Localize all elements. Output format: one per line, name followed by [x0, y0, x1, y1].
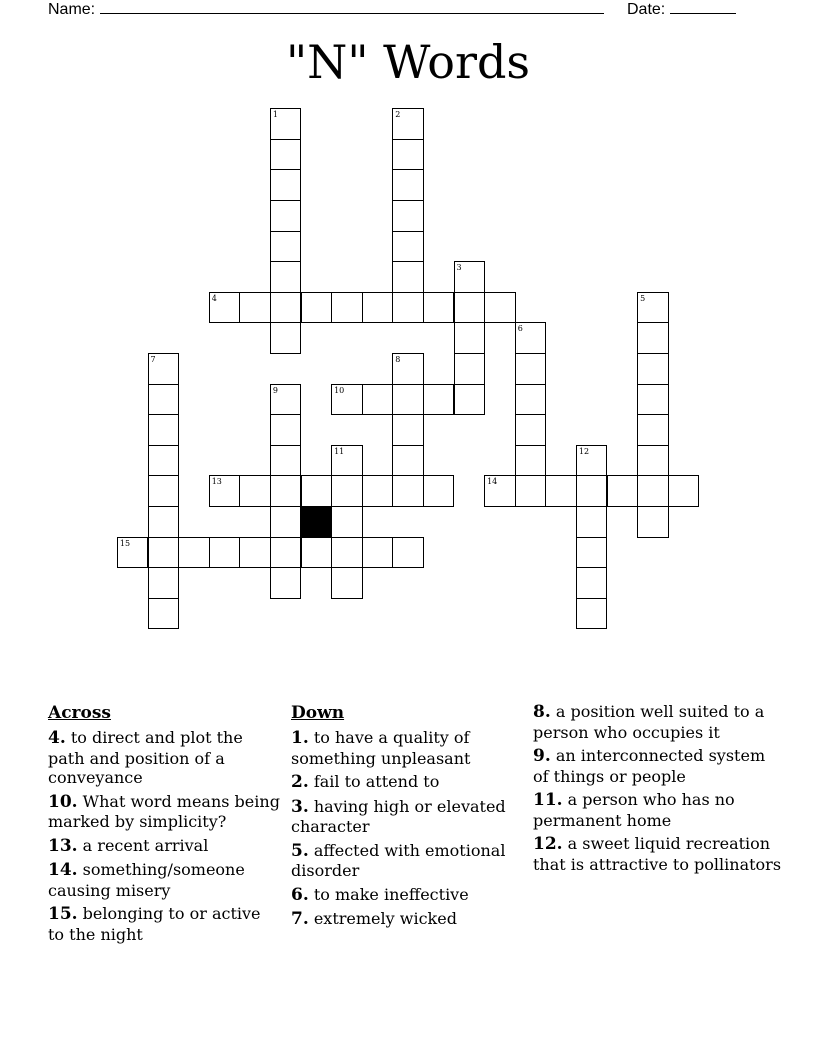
grid-cell[interactable]	[148, 414, 180, 446]
grid-cell[interactable]	[637, 292, 669, 324]
clue-number: 3	[456, 263, 462, 273]
clue-number: 11	[334, 446, 345, 456]
grid-cell[interactable]	[331, 506, 363, 538]
grid-cell[interactable]	[301, 292, 333, 324]
clue-across-13: 13. a recent arrival	[48, 835, 209, 856]
grid-cell[interactable]	[637, 322, 669, 354]
grid-cell[interactable]	[148, 506, 180, 538]
block-cell	[301, 506, 333, 538]
grid-cell[interactable]	[515, 414, 547, 446]
grid-cell[interactable]	[331, 475, 363, 507]
grid-cell[interactable]	[362, 292, 394, 324]
grid-cell[interactable]	[392, 384, 424, 416]
clue-down-7: 7. extremely wicked	[291, 909, 457, 929]
grid-cell[interactable]	[637, 414, 669, 446]
grid-cell[interactable]	[301, 475, 333, 507]
grid-cell[interactable]	[576, 445, 608, 477]
clue-number: 10	[334, 385, 345, 395]
grid-cell[interactable]	[515, 353, 547, 385]
clue-number: 15	[119, 538, 131, 548]
grid-cell[interactable]	[637, 445, 669, 477]
grid-cell[interactable]	[515, 475, 547, 507]
grid-cell[interactable]	[209, 475, 241, 507]
clue-across-14: 14. something/someone causing misery	[48, 860, 245, 900]
grid-cell[interactable]	[637, 353, 669, 385]
grid-cell[interactable]	[576, 475, 608, 507]
grid-cell[interactable]	[270, 414, 302, 446]
clue-down-3: 3. having high or elevated character	[291, 796, 506, 836]
grid-cell[interactable]	[239, 475, 271, 507]
grid-cell[interactable]	[270, 292, 302, 324]
grid-cell[interactable]	[270, 231, 302, 263]
grid-cell[interactable]	[270, 475, 302, 507]
grid-cell[interactable]	[270, 108, 302, 140]
grid-cell[interactable]	[209, 292, 241, 324]
grid-cell[interactable]	[637, 506, 669, 538]
grid-cell[interactable]	[331, 445, 363, 477]
clue-number: 4	[211, 293, 217, 303]
grid-cell[interactable]	[148, 353, 180, 385]
down-clues-2	[533, 702, 783, 878]
grid-cell[interactable]	[423, 292, 455, 324]
clue-down-9: 9. an interconnected system of things or people	[533, 746, 766, 786]
down-clues-1	[291, 702, 527, 934]
clue-across-15: 15. belonging to or active to the night	[48, 904, 261, 944]
clue-number: 12	[578, 446, 590, 456]
clue-number: 5	[640, 293, 646, 303]
grid-cell[interactable]	[148, 567, 180, 599]
grid-cell[interactable]	[301, 537, 333, 569]
grid-cell[interactable]	[392, 231, 424, 263]
grid-cell[interactable]	[209, 537, 241, 569]
grid-cell[interactable]	[270, 139, 302, 171]
grid-cell[interactable]	[392, 414, 424, 446]
clue-down-11: 11. a person who has no permanent home	[533, 790, 735, 830]
grid-cell[interactable]	[270, 261, 302, 293]
grid-cell[interactable]	[607, 475, 639, 507]
grid-cell[interactable]	[239, 537, 271, 569]
grid-cell[interactable]	[484, 475, 516, 507]
grid-cell[interactable]	[454, 292, 486, 324]
grid-cell[interactable]	[392, 292, 424, 324]
grid-cell[interactable]	[454, 322, 486, 354]
grid-cell[interactable]	[362, 384, 394, 416]
clue-across-4: 4. to direct and plot the path and position of a conveyance	[48, 728, 243, 787]
grid-cell[interactable]	[576, 537, 608, 569]
clue-number: 6	[517, 324, 523, 334]
grid-cell[interactable]	[331, 537, 363, 569]
clue-down-6: 6. to make ineffective	[291, 884, 469, 905]
grid-cell[interactable]	[423, 475, 455, 507]
grid-cell[interactable]	[392, 139, 424, 171]
clue-down-8: 8. a position well suited to a person who occupies it	[533, 702, 765, 742]
grid-cell[interactable]	[637, 475, 669, 507]
grid-cell[interactable]	[148, 598, 180, 630]
grid-cell[interactable]	[515, 445, 547, 477]
grid-cell[interactable]	[331, 384, 363, 416]
grid-cell[interactable]	[331, 292, 363, 324]
clue-number: 7	[150, 355, 156, 364]
grid-cell[interactable]	[117, 537, 149, 569]
clue-down-1: 1. to have a quality of something unpleasant	[291, 728, 471, 768]
clue-number: 2	[395, 110, 401, 120]
grid-cell[interactable]	[178, 537, 210, 569]
grid-cell[interactable]	[270, 506, 302, 538]
grid-cell[interactable]	[148, 384, 180, 416]
clue-number: 8	[395, 355, 401, 364]
grid-cell[interactable]	[576, 506, 608, 538]
grid-cell[interactable]	[270, 322, 302, 354]
down-heading: Down	[291, 703, 345, 723]
grid-cell[interactable]	[270, 567, 302, 599]
grid-cell[interactable]	[576, 598, 608, 630]
clue-down-5: 5. affected with emotional disorder	[291, 840, 506, 880]
clue-number: 14	[487, 477, 498, 487]
grid-cell[interactable]	[515, 322, 547, 354]
grid-cell[interactable]	[270, 537, 302, 569]
grid-cell[interactable]	[423, 384, 455, 416]
grid-cell[interactable]	[239, 292, 271, 324]
grid-cell[interactable]	[454, 353, 486, 385]
grid-cell[interactable]	[362, 537, 394, 569]
grid-cell[interactable]	[148, 475, 180, 507]
grid-cell[interactable]	[484, 292, 516, 324]
grid-cell[interactable]	[392, 475, 424, 507]
date-label: Date:	[627, 1, 666, 18]
grid-cell[interactable]	[392, 108, 424, 140]
grid-cell[interactable]	[454, 384, 486, 416]
grid-cell[interactable]	[270, 384, 302, 416]
across-clues	[48, 702, 280, 948]
grid-cell[interactable]	[392, 169, 424, 201]
name-label: Name:	[48, 1, 96, 18]
grid-cell[interactable]	[362, 475, 394, 507]
grid-cell[interactable]	[576, 567, 608, 599]
clue-number: 1	[272, 110, 278, 120]
grid-cell[interactable]	[392, 537, 424, 569]
clue-number: 13	[211, 477, 222, 487]
grid-cell[interactable]	[148, 537, 180, 569]
grid-cell[interactable]	[270, 169, 302, 201]
clue-down-2: 2. fail to attend to	[291, 772, 440, 792]
across-heading: Across	[48, 703, 111, 723]
grid-cell[interactable]	[148, 445, 180, 477]
grid-cell[interactable]	[454, 261, 486, 293]
grid-cell[interactable]	[392, 261, 424, 293]
grid-cell[interactable]	[392, 445, 424, 477]
grid-cell[interactable]	[392, 200, 424, 232]
grid-cell[interactable]	[331, 567, 363, 599]
grid-cell[interactable]	[270, 445, 302, 477]
page-title: "N" Words	[285, 35, 531, 89]
clue-down-12: 12. a sweet liquid recreation that is attractive to pollinators	[533, 834, 782, 874]
grid-cell[interactable]	[515, 384, 547, 416]
clue-across-10: 10. What word means being marked by simplicity?	[48, 791, 280, 831]
grid-cell[interactable]	[668, 475, 700, 507]
grid-cell[interactable]	[270, 200, 302, 232]
grid-cell[interactable]	[392, 353, 424, 385]
grid-cell[interactable]	[545, 475, 577, 507]
grid-cell[interactable]	[637, 384, 669, 416]
clue-number: 9	[272, 385, 278, 395]
